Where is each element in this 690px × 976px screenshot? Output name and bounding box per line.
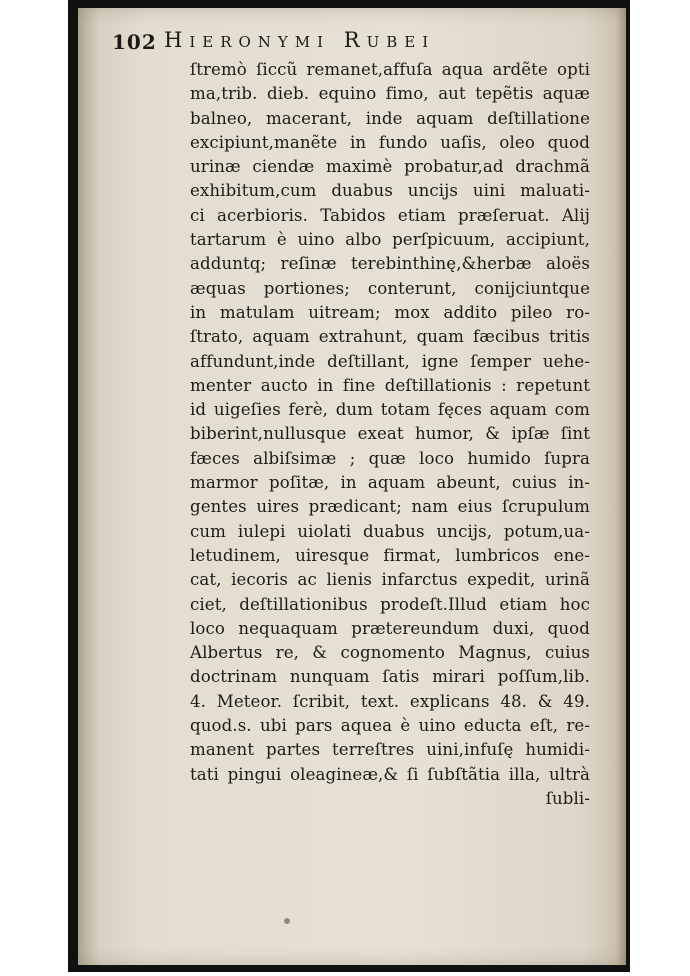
text-line: id uigeſies ferè, dum totam fęces aquam com — [190, 400, 590, 420]
text-line: cat, iecoris ac lienis infarctus expedit, urinã — [190, 570, 590, 590]
text-line: biberint,nullusque exeat humor, & ipſæ ſint — [190, 424, 590, 444]
text-line: loco nequaquam prætereundum duxi, quod — [190, 618, 590, 638]
text-line: gentes uires prædicant; nam eius ſcrupulum — [190, 497, 590, 517]
text-line: letudinem, uiresque firmat, lumbricos ene- — [190, 545, 590, 565]
text-line: balneo, macerant, inde aquam deſtillatione — [190, 108, 590, 128]
page-number: 102 — [112, 30, 157, 54]
text-line: excipiunt,manẽte in fundo uaſis, oleo quod — [190, 132, 590, 152]
text-line: 4. Meteor. ſcribit, text. explicans 48. & 49. — [190, 691, 590, 711]
body-text — [190, 58, 590, 811]
text-line: urinæ ciendæ maximè probatur,ad drachmã — [190, 157, 590, 177]
catchword: ſubli- — [545, 788, 590, 808]
running-head: Hieronymi Rubei — [164, 28, 436, 52]
text-line: doctrinam nunquam ſatis mirari poſſum,lib. — [190, 667, 590, 687]
text-line: marmor poſitæ, in aquam abeunt, cuius in- — [190, 473, 590, 493]
paper-speck — [284, 918, 290, 924]
text-line: æquas portiones; conterunt, conijciuntque — [190, 278, 590, 298]
text-line: Albertus re, & cognomento Magnus, cuius — [190, 643, 590, 663]
text-line: tati pingui oleagineæ,& ſi ſubſtãtia illa, ultrà — [190, 764, 590, 784]
text-line: fæces albiſsimæ ; quæ loco humido ſupra — [190, 448, 590, 468]
text-line: ma,trib. dieb. equino fimo, aut tepẽtis aquæ — [190, 84, 590, 104]
text-line: menter aucto in fine deſtillationis : repetunt — [190, 375, 590, 395]
text-line: adduntq; reſinæ terebinthinę,&herbæ aloës — [190, 254, 590, 274]
text-line: manent partes terreſtres uini,infuſę humidi- — [190, 740, 590, 760]
text-line: ſtremò ſiccũ remanet,affuſa aqua ardẽte opti — [190, 60, 590, 79]
text-line: quod.s. ubi pars aquea è uino educta eſt, re- — [190, 716, 590, 736]
text-line: ciet, deſtillationibus prodeſt.Illud etiam hoc — [190, 594, 590, 614]
page-edge-shadow — [616, 8, 626, 965]
page-header — [112, 26, 592, 56]
text-line: tartarum è uino albo perſpicuum, accipiunt, — [190, 230, 590, 250]
text-line: ci acerbioris. Tabidos etiam præſeruat. Alij — [190, 205, 590, 225]
text-line: affundunt,inde deſtillant, igne ſemper uehe- — [190, 351, 590, 371]
text-line: ſtrato, aquam extrahunt, quam fæcibus tritis — [190, 327, 590, 347]
text-line: in matulam uitream; mox addito pileo ro- — [190, 302, 590, 322]
text-line: cum iulepi uiolati duabus uncijs, potum,ua- — [190, 521, 590, 541]
text-line: exhibitum,cum duabus uncijs uini maluati- — [190, 181, 590, 201]
